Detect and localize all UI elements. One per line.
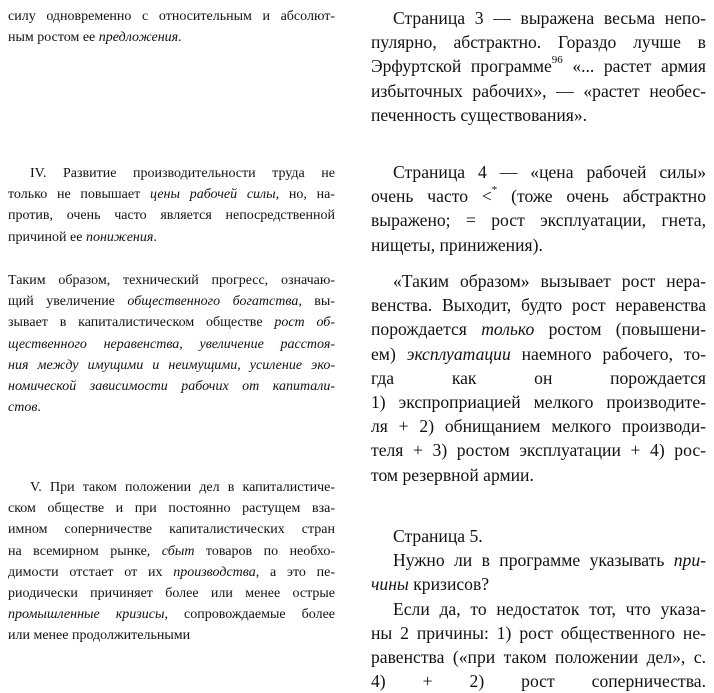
text-line: Страница 4 — «цена рабочей силы» [393,162,706,182]
text-line: теля + 3) ростом эксплуатации + 4) рос- [371,440,706,461]
text-line: Страница 3 — выражена весьма непо- [393,8,706,28]
left-paragraph-supply [8,6,335,48]
text-line: стов. [8,400,41,416]
text-line: зывает в капиталистическом обществе рост об- [8,315,335,331]
text-line: щий увеличение общественного богатства, вы- [8,294,335,310]
text-line: Эрфуртской программе$^{96}$ «... растет армия [371,54,706,77]
text-line: порождается только ростом (повышени- [371,319,707,340]
text-line: только не повышает цены рабочей силы, но, на- [8,187,335,203]
text-line: избыточных рабочих», — «растет необес- [371,80,706,101]
left-paragraph-v [8,477,335,647]
text-line: ния между имущими и неимущими, усиление эко- [8,357,335,373]
text-line: имном соперничестве капиталистических стран [8,522,335,538]
text-line: ным ростом ее предложения. [8,30,182,46]
text-line: против, очень часто является непосредственной [8,208,335,224]
text-line: номической зависимости рабочих от капитали- [8,379,335,395]
text-line: Нужно ли в программе указывать при- [393,550,706,571]
text-line: равенства («при таком положении дел», с. [371,647,706,668]
left-paragraph-technical-progress [8,270,335,418]
text-line: выражено; = рост эксплуатации, гнета, [371,210,706,231]
text-line: щественного неравенства, увеличение расстоя- [8,336,335,352]
text-line: венства. Выходит, будто рост неравенства [371,295,706,316]
text-line: риодически причиняет более или менее острые [8,586,335,602]
text-line: ны 2 причины: 1) рост общественного не- [371,622,706,643]
text-line: на всемирном рынке, сбыт товаров по необхо- [8,543,335,559]
text-line: нищеты, принижения). [371,234,543,255]
text-line: пулярно, абстрактно. Гораздо лучше в [371,32,706,53]
right-paragraph-inequality [371,269,706,487]
text-line: печенность существования». [371,104,588,125]
text-line: силу одновременно с относительным и абсолют- [8,9,335,24]
text-line: V. При таком положении дел в капиталистиче- [30,480,335,495]
text-line: ля + 2) обнищанием мелкого производи- [371,416,706,437]
text-line: ем) эксплуатации наемного рабочего, то- [371,343,706,364]
text-line: очень часто <* (тоже очень абстрактно [371,184,706,207]
text-line: причиной ее понижения. [8,229,157,245]
text-line: том резервной армии. [371,464,534,485]
text-line: 1) экспроприацией мелкого производите- [371,392,706,413]
text-line: «Таким образом» вызывает рост нера- [393,271,706,291]
text-line: промышленные кризисы, сопровождаемые более [8,607,335,623]
text-line: Если да, то недостаток тот, что указа- [393,598,706,619]
text-line: чины кризисов? [371,574,490,595]
text-line: Таким образом, технический прогресс, означаю- [8,273,335,288]
right-paragraph-page4 [371,160,706,257]
text-line: димости отстает от их производства, а это пе- [8,564,335,580]
text-line: или менее продолжительными [8,628,191,644]
text-line: Страница 5. [393,526,483,546]
text-line: ском обществе и при постоянно растущем вза- [8,501,335,517]
text-line: 4) + 2) рост соперничества. [371,671,706,692]
text-line: IV. Развитие производительности труда не [30,166,335,181]
right-paragraph-page5 [371,524,706,693]
right-paragraph-page3 [371,6,706,127]
text-line: гда как он порождается [371,367,706,388]
left-paragraph-iv [8,163,335,248]
